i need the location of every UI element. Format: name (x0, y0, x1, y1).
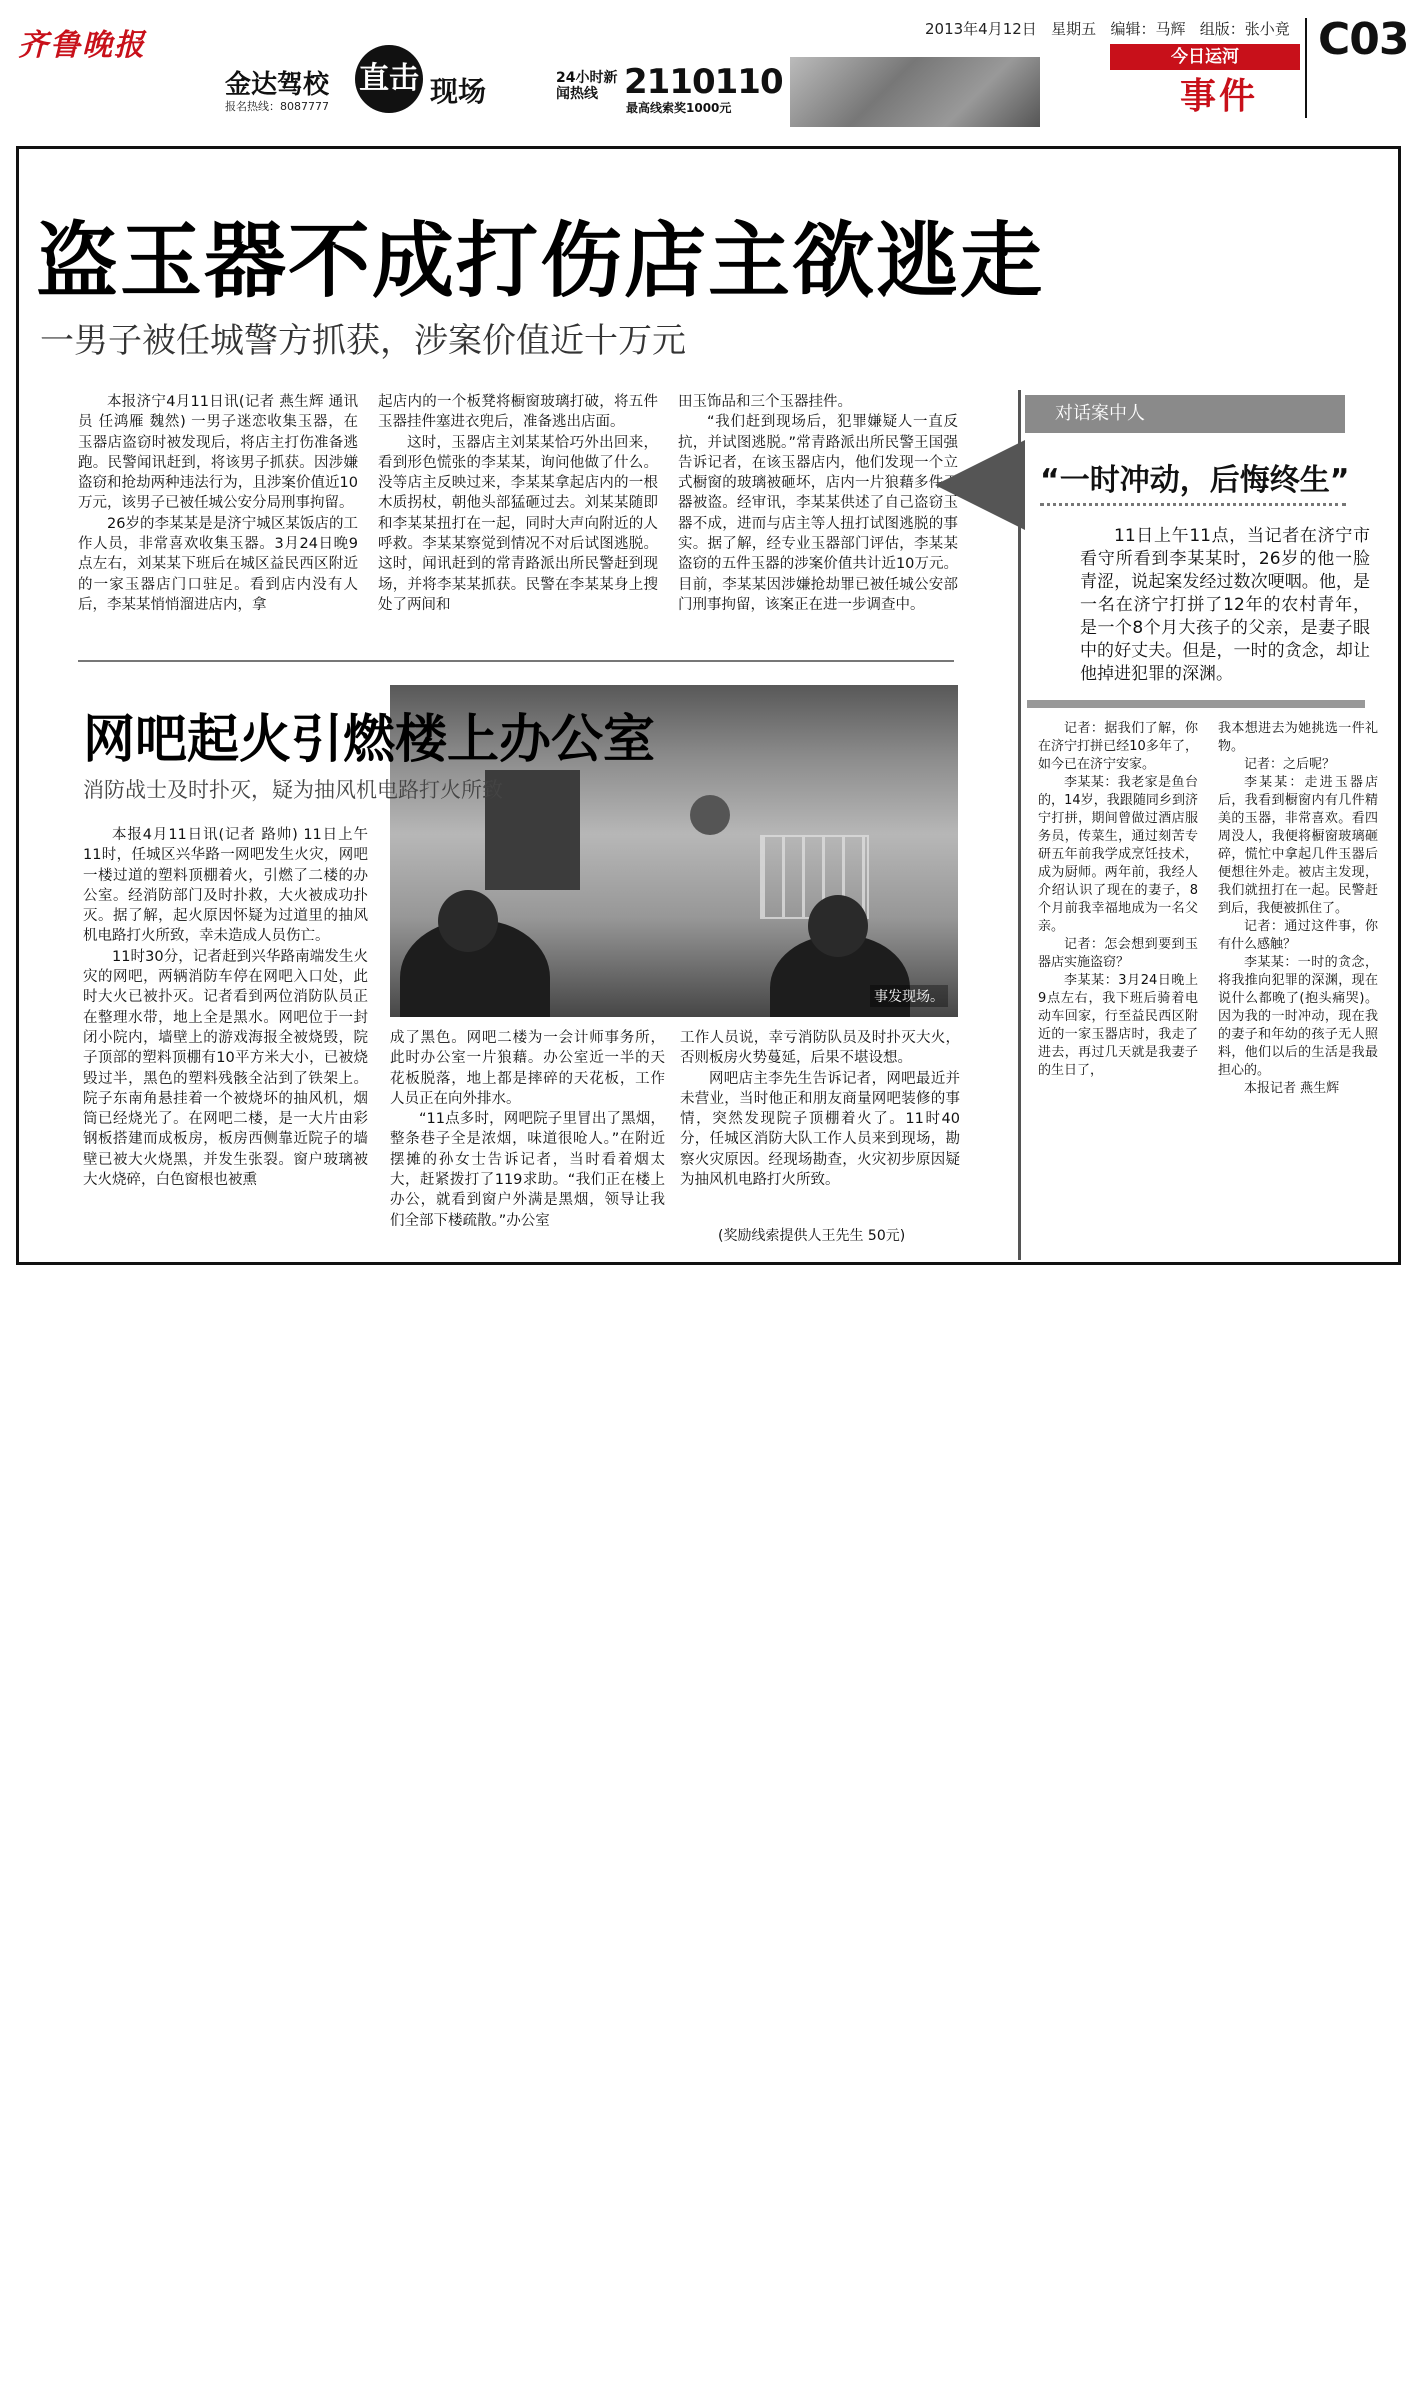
paragraph: “11点多时，网吧院子里冒出了黑烟，整条巷子全是浓烟，味道很呛人。”在附近摆摊的孙女士告诉记者，当时看着烟太大，赶紧拨打了119求助。“我们正在楼上办公，就看到窗户外满是黑烟，领导让我们全部下楼疏散。”办公室 (390, 1111, 665, 1229)
main-subhead: 一男子被任城警方抓获，涉案价值近十万元 (40, 321, 686, 361)
page-number: C03 (1318, 14, 1409, 65)
paragraph: 这时，玉器店主刘某某恰巧外出回来，看到形色慌张的李某某，询问他做了什么。没等店主反映过来，李某某拿起店内的一根木质拐杖，朝他头部猛砸过去。刘某某随即和李某某扭打在一起，同时大声向附近的人呼救。李某某察觉到情况不对后试图逃脱。这时，闻讯赶到的常青路派出所民警赶到现场，并将李某某抓获。民警在李某某身上搜处了两间和 (378, 434, 658, 613)
ad-scene: 现场 (430, 75, 487, 108)
paragraph: 11时30分，记者赶到兴华路南端发生火灾的网吧，两辆消防车停在网吧入口处，此时大火已被扑灭。记者看到两位消防队员正在整理水带，地上全是黑水。网吧位于一封闭小院内，墙壁上的游戏海报全被烧毁，院子顶部的塑料顶棚有10平方米大小，已被烧毁过半，黑色的塑料残骸全沾到了铁架上。院子东南角悬挂着一个被烧坏的抽风机，烟筒已经烧光了。在网吧二楼，是一大片由彩钢板搭建而成板房，板房西侧靠近院子的墙壁已被大火烧黑，并发生张裂。窗户玻璃被大火烧碎，白色窗根也被熏 (83, 948, 368, 1189)
interview-line: 记者：通过这件事，你有什么感触？ (1218, 919, 1378, 952)
interview-line: 李某某：走进玉器店后，我看到橱窗内有几件精美的玉器，非常喜欢。看四周没人，我便将橱窗玻璃砸碎，慌忙中拿起几件玉器后便想往外走。被店主发现，我们就扭打在一起。民警赶到后，我便被抓住了。 (1218, 775, 1378, 916)
sidebar-dotted-rule (1040, 503, 1346, 506)
ad-sponsor-phone: 报名热线：8087777 (225, 100, 329, 113)
interview-byline: 本报记者 燕生辉 (1244, 1081, 1340, 1096)
main-headline: 盗玉器不成打伤店主欲逃走 (36, 214, 1045, 309)
ad-hotline-number: 2110110 (624, 62, 783, 102)
main-story-col3 (678, 392, 958, 615)
section-bar: 今日运河 (1110, 44, 1300, 70)
section-name: 事件 (1180, 76, 1259, 117)
paragraph: 工作人员说，幸亏消防队员及时扑灭大火，否则板房火势蔓延，后果不堪设想。 (680, 1030, 960, 1067)
paragraph: “我们赶到现场后，犯罪嫌疑人一直反抗，并试图逃脱。”常青路派出所民警王国强告诉记者，在该玉器店内，他们发现一个立式橱窗的玻璃被砸坏，店内一片狼藉多件玉器被盗。经审讯，李某某供述了自己盗窃玉器不成，进而与店主等人扭打试图逃脱的事实。据了解，经专业玉器部门评估，李某某盗窃的五件玉器的涉案价值共计近10万元。目前，李某某因涉嫌抢劫罪已被任城公安部门刑事拘留，该案正在进一步调查中。 (678, 414, 958, 613)
section-divider (78, 660, 954, 662)
interview-line: 李某某：3月24日晚上9点左右，我下班后骑着电动车回家，行至益民西区附近的一家玉器店时，我走了进去，再过几天就是我妻子的生日了， (1038, 973, 1198, 1078)
sidebar-tag: 对话案中人 (1025, 395, 1345, 433)
main-story-col1 (78, 392, 358, 615)
interview-line: 李某某：我老家是鱼台的，14岁，我跟随同乡到济宁打拼，期间曾做过酒店服务员，传菜生，通过刻苦专研五年前我学成烹饪技术，成为厨师。两年前，我经人介绍认识了现在的妻子，8个月前我幸福地成为一名父亲。 (1038, 775, 1198, 934)
masthead-divider (1305, 18, 1307, 118)
editor-credit: 编辑：马辉 (1110, 20, 1186, 38)
fire-story-col2 (390, 1028, 665, 1231)
layout-credit: 组版：张小竟 (1199, 20, 1290, 38)
paragraph: 起店内的一个板凳将橱窗玻璃打破，将五件玉器挂件塞进衣兜后，准备逃出店面。 (378, 394, 658, 431)
interview-col-right (1218, 720, 1378, 1098)
fire-story-col3 (680, 1028, 960, 1190)
callout-arrow (935, 440, 1025, 530)
interview-line: 记者：怎会想到要到玉器店实施盗窃？ (1038, 937, 1198, 970)
photo-caption: 事发现场。 (870, 985, 948, 1007)
issue-weekday: 星期五 (1051, 20, 1097, 38)
interview-line: 我本想进去为她挑选一件礼物。 (1218, 721, 1378, 754)
sidebar-rule (1018, 390, 1021, 1260)
main-story-col2 (378, 392, 658, 615)
paragraph: 田玉饰品和三个玉器挂件。 (678, 394, 852, 410)
sidebar-lead: 11日上午11点，当记者在济宁市看守所看到李某某时，26岁的他一脸青涩，说起案发经过数次哽咽。他，是一名在济宁打拼了12年的农村青年，是一个8个月大孩子的父亲，是妻子眼中的好丈夫。但是，一时的贪念，却让他掉进犯罪的深渊。 (1080, 526, 1370, 684)
interview-line: 记者：据我们了解，你在济宁打拼已经10多年了，如今已在济宁安家。 (1038, 721, 1198, 772)
fire-story-col1 (83, 825, 368, 1190)
tip-credit: (奖励线索提供人王先生 50元) (718, 1228, 906, 1244)
paragraph: 本报4月11日讯(记者 路帅) 11日上午11时，任城区兴华路一网吧发生火灾，网吧一楼过道的塑料顶棚着火，引燃了二楼的办公室。经消防部门及时扑救，大火被成功扑灭。据了解，起火原因怀疑为过道里的抽风机电路打火所致，幸未造成人员伤亡。 (83, 827, 368, 945)
paragraph: 本报济宁4月11日讯(记者 燕生辉 通讯员 任鸿雁 魏然) 一男子迷恋收集玉器，在玉器店盗窃时被发现后，将店主打伤准备逃跑。民警闻讯赶到，将该男子抓获。因涉嫌盗窃和抢劫两种违法行为，且涉案价值近10万元，该男子已被任城公安分局刑事拘留。 (78, 394, 358, 512)
ad-photo (790, 57, 1040, 127)
sidebar-divider (1027, 700, 1365, 708)
ad-sponsor: 金达驾校 (225, 70, 330, 100)
fire-headline: 网吧起火引燃楼上办公室 (83, 710, 656, 770)
interview-col-left (1038, 720, 1198, 1080)
ad-hotline-label: 24小时新闻热线 (556, 70, 618, 102)
fire-subhead: 消防战士及时扑灭，疑为抽风机电路打火所致 (83, 778, 503, 802)
paragraph: 成了黑色。网吧二楼为一会计师事务所，此时办公室一片狼藉。办公室近一半的天花板脱落，地上都是摔碎的天花板，工作人员正在向外排水。 (390, 1030, 665, 1107)
ad-direct-badge: 直击 (355, 45, 423, 113)
sidebar-title: “一时冲动，后悔终生” (1040, 463, 1350, 498)
paragraph: 网吧店主李先生告诉记者，网吧最近并未营业，当时他正和朋友商量网吧装修的事情，突然发现院子顶棚着火了。11时40分，任城区消防大队工作人员来到现场，勘察火灾原因。经现场勘查，火灾初步原因疑为抽风机电路打火所致。 (680, 1070, 960, 1189)
issue-date: 2013年4月12日 (925, 20, 1037, 38)
paragraph: 26岁的李某某是是济宁城区某饭店的工作人员，非常喜欢收集玉器。3月24日晚9点左右，刘某某下班后在城区益民西区附近的一家玉器店门口驻足。看到店内没有人后，李某某悄悄溜进店内，拿 (78, 515, 358, 613)
ad-reward: 最高线索奖1000元 (626, 101, 732, 115)
newspaper-logo: 齐鲁晚报 (18, 28, 146, 63)
interview-line: 记者：之后呢？ (1244, 757, 1336, 772)
interview-line: 李某某：一时的贪念，将我推向犯罪的深渊，现在说什么都晚了(抱头痛哭)。因为我的一时冲动，现在我的妻子和年幼的孩子无人照料，他们以后的生活是我最担心的。 (1218, 955, 1378, 1078)
issue-meta (925, 18, 1290, 39)
